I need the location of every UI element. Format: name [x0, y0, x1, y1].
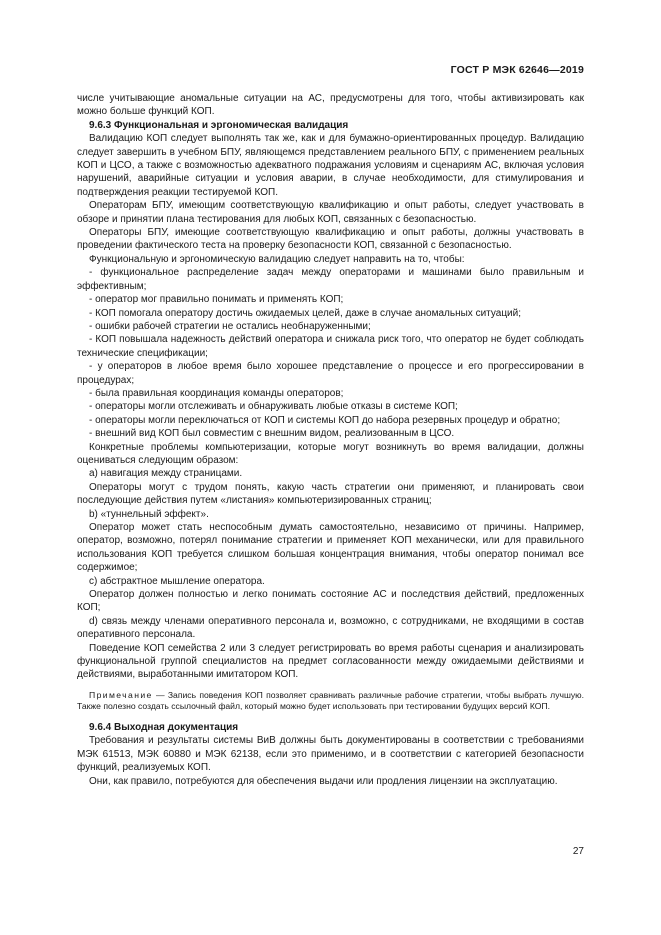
body-paragraph: Конкретные проблемы компьютеризации, которые могут возникнуть во время валидации, должны оцениваться следующим образом: [77, 441, 584, 466]
body-paragraph: - у операторов в любое время было хорошее представление о процессе и его прогрессировании в процедурах; [77, 361, 584, 386]
note-paragraph [77, 690, 584, 713]
body-paragraph: Оператор может стать неспособным думать самостоятельно, независимо от причины. Например, оператор, возможно, потерял понимание стратегии и применяет КОП механически, или для правильного использования КОП требуется слишком большая концентрация внимания, чтобы оператор понимал все содержимое; [77, 522, 584, 574]
body-paragraph: - КОП повышала надежность действий оператора и снижала риск того, что оператор не будет соблюдать технические спецификации; [77, 334, 584, 359]
note-label: Примечание [89, 689, 153, 700]
body-paragraph: - была правильная координация команды операторов; [89, 387, 344, 399]
body-paragraph: а) навигация между страницами. [89, 468, 243, 480]
body-paragraph: - ошибки рабочей стратегии не остались необнаруженными; [89, 320, 371, 332]
body-paragraph: - КОП помогала оператору достичь ожидаемых целей, даже в случае аномальных ситуаций; [89, 307, 521, 319]
body-paragraph: d) связь между членами оперативного персонала и, возможно, с сотрудниками, не входящими в состав оперативного персонала. [77, 615, 584, 641]
section-heading: 9.6.3 Функциональная и эргономическая валидация [89, 119, 349, 131]
body-paragraph: Они, как правило, потребуются для обеспечения выдачи или продления лицензии на эксплуатацию. [89, 775, 558, 787]
body-paragraph: Валидацию КОП следует выполнять так же, как и для бумажно-ориентированных процедур. Валидацию следует завершить в учебном БПУ, являющемся представлением реального БПУ, с применением реальных КОП и ЦСО, а также с возможностью адекватного подражания условиям и сценариям АС, включая условия нарушений, аварийные ситуации и условия аварии, в случае необходимости, для стимулирования и подтверждения реакции тестируемой КОП. [77, 133, 584, 198]
body-paragraph: Операторы БПУ, имеющие соответствующую квалификацию и опыт работы, должны участвовать в проведении фактического теста на проверку безопасности КОП, связанной с безопасностью. [77, 227, 584, 252]
body-paragraph: Функциональную и эргономическую валидацию следует направить на то, чтобы: [89, 253, 465, 265]
body-paragraph: Требования и результаты системы ВиВ должны быть документированы в соответствии с требованиями МЭК 61513, МЭК 60880 и МЭК 62138, если это применимо, и в соответствии с категорией безопасности функций, реализуемых КОП. [77, 735, 584, 774]
body-paragraph: с) абстрактное мышление оператора. [89, 575, 265, 587]
body-paragraph: Поведение КОП семейства 2 или 3 следует регистрировать во время работы сценария и анализировать функциональной группой специалистов на предмет согласованности между ожидаемыми действиями и действиями, выработанными имитатором КОП. [77, 642, 584, 681]
body-paragraph: - внешний вид КОП был совместим с внешним видом, реализованным в ЦСО. [89, 428, 455, 440]
body-paragraph: Оператор должен полностью и легко понимать состояние АС и последствия действий, предложенных КОП; [77, 589, 584, 614]
section-heading: 9.6.4 Выходная документация [89, 722, 239, 734]
body-paragraph: - оператор мог правильно понимать и применять КОП; [89, 294, 344, 306]
body-paragraph: Операторам БПУ, имеющим соответствующую квалификацию и опыт работы, следует участвовать в обзоре и принятии плана тестирования для любых КОП, связанных с безопасностью. [77, 200, 584, 225]
body-paragraph: числе учитывающие аномальные ситуации на АС, предусмотрены для того, чтобы активизировать как можно больше функций КОП. [77, 93, 584, 118]
body-paragraph: b) «туннельный эффект». [89, 508, 209, 520]
body-paragraph: - операторы могли переключаться от КОП и системы КОП до набора резервных процедур и обратно; [89, 414, 561, 426]
document-body [77, 92, 584, 788]
note-text: — Запись поведения КОП позволяет сравнивать различные рабочие стратегии, чтобы выбрать лучшую. Также полезно создать ссылочный файл, который можно будет использовать при тестировании будущих версий КОП. [77, 689, 584, 712]
body-paragraph: Операторы могут с трудом понять, какую часть стратегии они применяют, и планировать свои последующие действия путем «листания» компьютеризированных страниц; [77, 481, 584, 507]
page-number: 27 [572, 846, 584, 857]
body-paragraph: - функциональное распределение задач между операторами и машинами было правильным и эффективным; [77, 267, 584, 292]
standard-designation: ГОСТ Р МЭК 62646—2019 [450, 64, 584, 76]
body-paragraph: - операторы могли отслеживать и обнаруживать любые отказы в системе КОП; [89, 401, 458, 413]
